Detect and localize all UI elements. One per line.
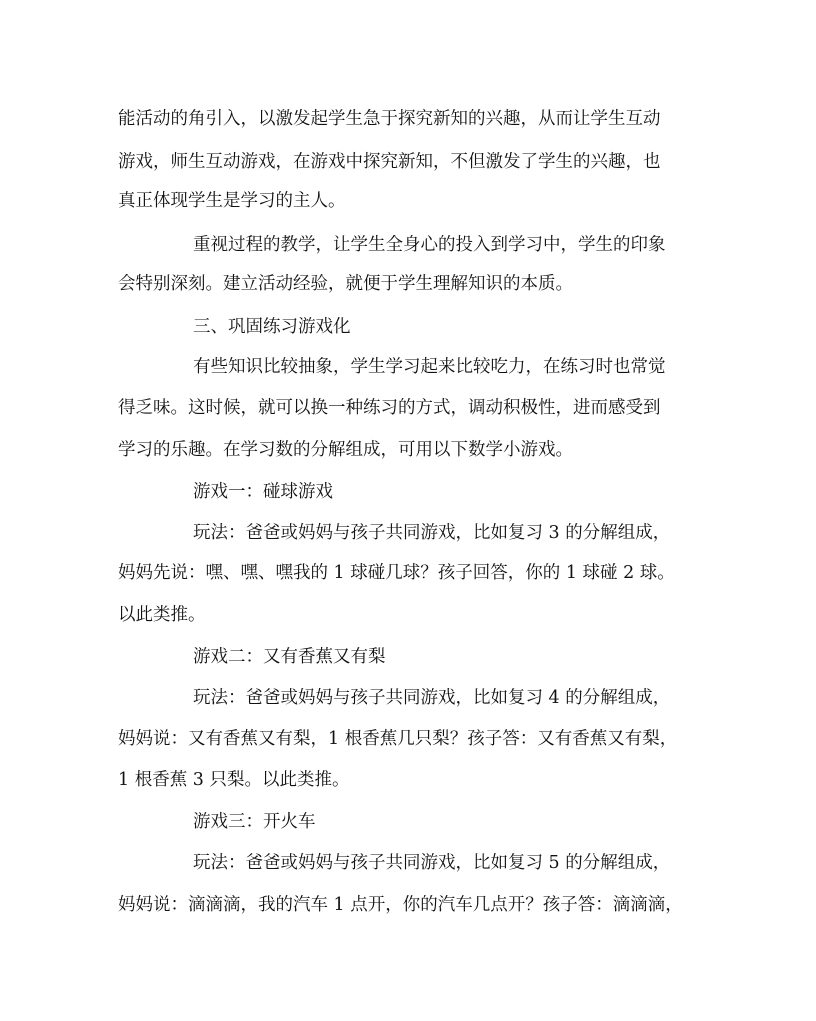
game-heading <box>0 641 816 673</box>
text-line <box>0 557 816 589</box>
line-text: 以此类推。 <box>118 605 206 625</box>
line-text: 玩法：爸爸或妈妈与孩子共同游戏，比如复习 4 的分解组成， <box>193 688 671 708</box>
line-text: 有些知识比较抽象，学生学习起来比较吃力，在练习时也常觉 <box>193 357 666 377</box>
line-text: 妈妈说：又有香蕉又有梨，1 根香蕉几只梨？孩子答：又有香蕉又有梨， <box>118 729 678 749</box>
line-text: 游戏，师生互动游戏，在游戏中探究新知，不但激发了学生的兴趣，也 <box>118 152 661 172</box>
line-text: 真正体现学生是学习的主人。 <box>118 191 346 211</box>
text-line <box>0 268 816 300</box>
game-heading <box>0 806 816 838</box>
text-line <box>0 434 816 466</box>
line-text: 妈妈说：滴滴滴，我的汽车 1 点开，你的汽车几点开？孩子答：滴滴滴， <box>118 895 683 915</box>
text-line <box>0 764 816 796</box>
text-line <box>0 146 816 178</box>
text-line <box>0 351 816 383</box>
line-text: 得乏味。这时候，就可以换一种练习的方式，调动积极性，进而感受到 <box>118 398 661 418</box>
text-line <box>0 517 816 549</box>
text-line <box>0 599 816 631</box>
text-line <box>0 889 816 921</box>
text-line <box>0 723 816 755</box>
line-text: 妈妈先说：嘿、嘿、嘿我的 1 球碰几球？孩子回答，你的 1 球碰 2 球。 <box>118 563 675 583</box>
line-text: 玩法：爸爸或妈妈与孩子共同游戏，比如复习 3 的分解组成， <box>193 523 671 543</box>
text-line <box>0 847 816 879</box>
line-text: 会特别深刻。建立活动经验，就便于学生理解知识的本质。 <box>118 274 573 294</box>
line-text: 游戏三：开火车 <box>193 812 316 832</box>
section-heading <box>0 311 816 343</box>
text-line <box>0 103 816 135</box>
text-line <box>0 392 816 424</box>
line-text: 游戏一：碰球游戏 <box>193 482 333 502</box>
line-text: 1 根香蕉 3 只梨。以此类推。 <box>118 770 350 790</box>
line-text: 能活动的角引入，以激发起学生急于探究新知的兴趣，从而让学生互动 <box>118 109 661 129</box>
game-heading <box>0 476 816 508</box>
line-text: 玩法：爸爸或妈妈与孩子共同游戏，比如复习 5 的分解组成， <box>193 853 671 873</box>
text-line <box>0 185 816 217</box>
text-line <box>0 229 816 261</box>
line-text: 游戏二：又有香蕉又有梨 <box>193 647 386 667</box>
text-line <box>0 682 816 714</box>
line-text: 学习的乐趣。在学习数的分解组成，可用以下数学小游戏。 <box>118 440 573 460</box>
line-text: 重视过程的教学，让学生全身心的投入到学习中，学生的印象 <box>193 235 666 255</box>
line-text: 三、巩固练习游戏化 <box>193 317 351 337</box>
